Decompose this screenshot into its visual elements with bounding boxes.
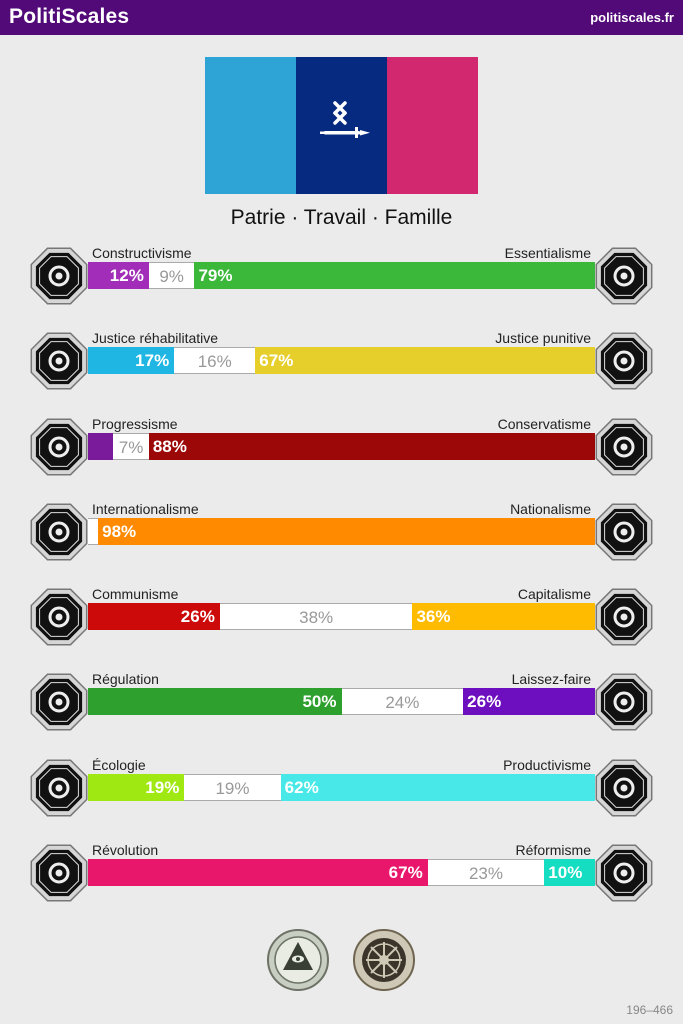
axis-segment-left — [88, 262, 149, 289]
axis-segment-right — [194, 262, 595, 289]
prison-bars-icon — [593, 330, 655, 392]
axis-segment-right — [281, 774, 595, 801]
axis-segment-mid — [220, 603, 413, 630]
axis-right-label: Laissez-faire — [511, 671, 591, 687]
axis-segment-left — [88, 859, 428, 886]
axis-right-label: Justice punitive — [495, 330, 591, 346]
axis-segment-left — [88, 603, 220, 630]
axis-left-label: Internationalisme — [92, 501, 199, 517]
axis-segment-right — [255, 347, 595, 374]
axis-percent-right: 98% — [102, 522, 137, 541]
axis-percent-left: 17% — [135, 351, 170, 370]
axis-bar — [88, 603, 595, 630]
axis-percent-mid: 23% — [468, 864, 503, 883]
axis-segment-mid — [174, 347, 255, 374]
axis-bar — [88, 859, 595, 886]
axis-bar — [88, 347, 595, 374]
axis-left-label: Communisme — [92, 586, 179, 602]
axis-segment-left — [88, 347, 174, 374]
axis-row-economy — [0, 586, 683, 656]
axis-segment-left — [88, 688, 342, 715]
footer-badges — [266, 928, 418, 992]
axis-bar — [88, 518, 595, 545]
axis-bar — [88, 774, 595, 801]
axis-percent-mid: 9% — [159, 267, 184, 286]
flag-icon — [593, 501, 655, 563]
rocket-icon — [28, 416, 90, 478]
axis-left-label: Constructivisme — [92, 245, 192, 261]
axis-right-label: Capitalisme — [517, 586, 591, 602]
axis-segment-right — [544, 859, 595, 886]
axis-percent-mid: 38% — [299, 608, 334, 627]
axis-right-label: Conservatisme — [497, 416, 591, 432]
ornate-seal-icon[interactable] — [352, 928, 416, 992]
ruler-icon — [28, 671, 90, 733]
site-link[interactable]: politiscales.fr — [590, 10, 674, 25]
eye-icon — [28, 245, 90, 307]
axis-left-label: Progressisme — [92, 416, 178, 432]
axis-percent-mid: 16% — [197, 352, 232, 371]
axis-segment-left — [88, 774, 184, 801]
axis-row-internationalism — [0, 501, 683, 571]
axis-bar — [88, 262, 595, 289]
axis-row-progress — [0, 416, 683, 486]
fist-icon — [28, 842, 90, 904]
axis-percent-right: 62% — [284, 778, 319, 797]
axis-row-constructivism — [0, 245, 683, 315]
axis-segment-mid — [113, 433, 148, 460]
axis-row-revolution — [0, 842, 683, 912]
leaf-icon — [28, 757, 90, 819]
flower-icon — [593, 245, 655, 307]
axis-bar — [88, 433, 595, 460]
axis-right-label: Réformisme — [515, 842, 591, 858]
axis-segment-right — [149, 433, 595, 460]
axis-percent-right: 26% — [467, 692, 502, 711]
axis-right-label: Productivisme — [503, 757, 591, 773]
axis-right-label: Essentialisme — [504, 245, 591, 261]
flag-stripe-left — [205, 57, 296, 194]
axis-percent-right: 36% — [416, 607, 451, 626]
hammer-sickle-icon — [28, 586, 90, 648]
axis-percent-left: 26% — [180, 607, 215, 626]
axis-segment-right — [412, 603, 595, 630]
result-flag — [205, 57, 478, 194]
axis-segment-mid — [428, 859, 545, 886]
flag-stripe-center — [296, 57, 387, 194]
axis-percent-right: 10% — [548, 863, 583, 882]
axis-percent-right: 79% — [198, 266, 233, 285]
axis-left-label: Régulation — [92, 671, 159, 687]
globe-icon — [28, 501, 90, 563]
brand-title[interactable]: PolitiScales — [9, 5, 130, 28]
money-bag-icon — [593, 586, 655, 648]
axis-percent-left: 19% — [145, 778, 180, 797]
axis-segment-mid — [149, 262, 195, 289]
pyramid-eye-icon[interactable] — [266, 928, 330, 992]
version-label: 196–466 — [626, 1003, 673, 1017]
axis-left-label: Justice réhabilitative — [92, 330, 219, 346]
axis-segment-mid — [184, 774, 280, 801]
axis-row-regulation — [0, 671, 683, 741]
axis-left-label: Révolution — [92, 842, 159, 858]
axis-percent-mid: 24% — [385, 693, 420, 712]
flag-slogan: Patrie · Travail · Famille — [230, 206, 453, 229]
axis-percent-left: 12% — [109, 266, 144, 285]
handshake-icon — [28, 330, 90, 392]
axis-percent-right: 88% — [152, 437, 187, 456]
axis-segment-right — [463, 688, 595, 715]
axis-percent-left: 67% — [388, 863, 423, 882]
axis-row-justice — [0, 330, 683, 400]
ballot-icon — [593, 842, 655, 904]
axis-left-label: Écologie — [92, 757, 146, 773]
quill-icon — [593, 416, 655, 478]
axis-segment-left — [88, 433, 113, 460]
axis-row-ecology — [0, 757, 683, 827]
axis-percent-mid: 19% — [215, 779, 250, 798]
axis-percent-mid: 7% — [118, 438, 144, 457]
axis-segment-right — [98, 518, 595, 545]
axis-segment-mid — [342, 688, 464, 715]
axis-percent-right: 67% — [259, 351, 294, 370]
top-bar — [0, 0, 683, 35]
axis-right-label: Nationalisme — [510, 501, 591, 517]
axis-percent-left: 50% — [302, 692, 337, 711]
flag-stripe-right — [387, 57, 478, 194]
sword-cross-icon — [310, 97, 374, 149]
axis-bar — [88, 688, 595, 715]
butterfly-icon — [593, 671, 655, 733]
factory-gear-icon — [593, 757, 655, 819]
